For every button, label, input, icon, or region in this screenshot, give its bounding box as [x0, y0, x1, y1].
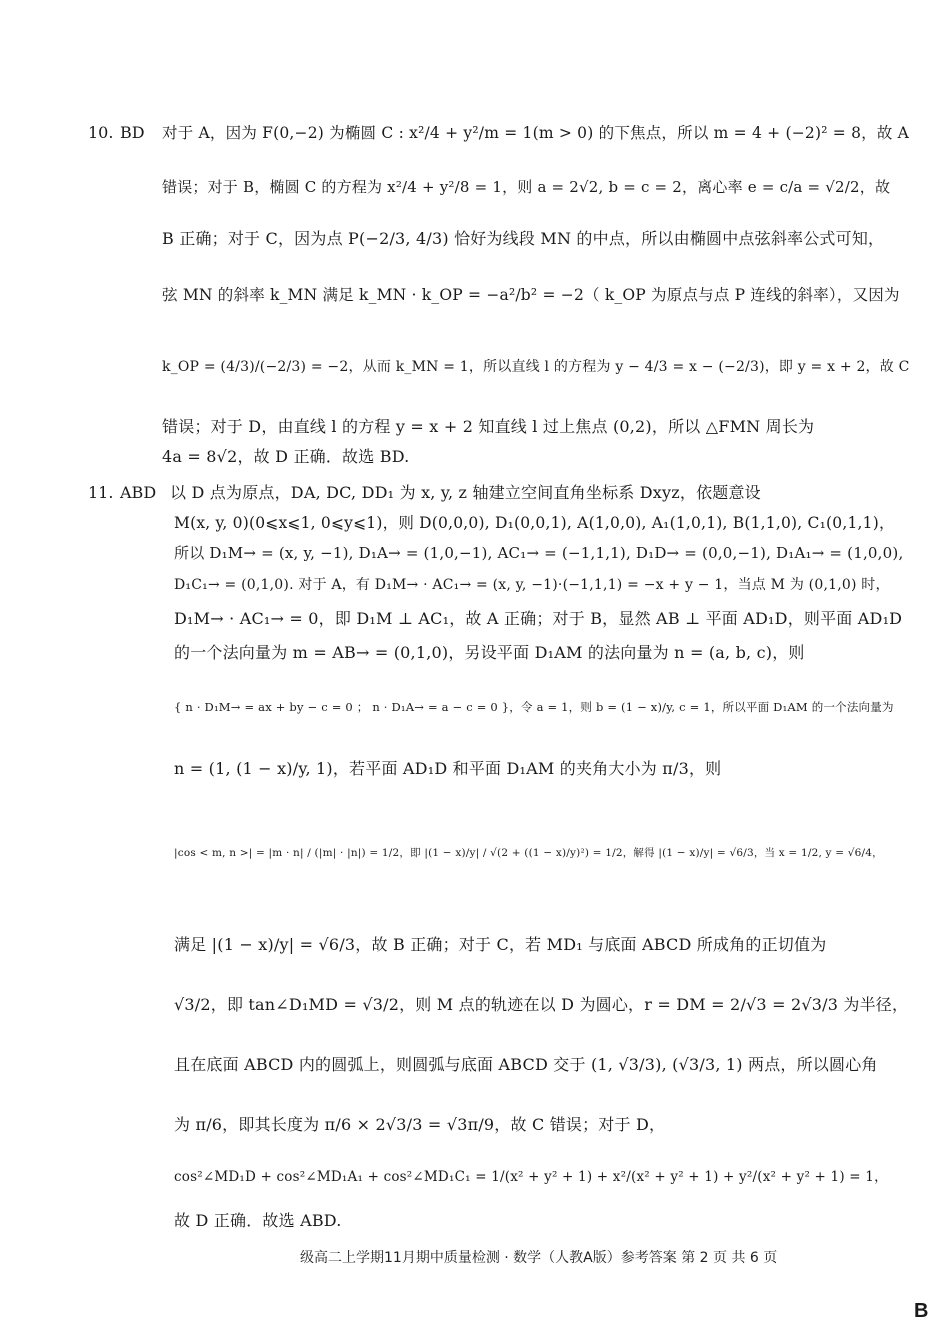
q10-line-7: 4a = 8√2，故 D 正确．故选 BD.	[162, 447, 410, 466]
q11-line-5: D₁M→ · AC₁→ = 0，即 D₁M ⊥ AC₁，故 A 正确；对于 B，显然 AB ⊥ 平面 AD₁D，则平面 AD₁D	[174, 609, 903, 628]
q11-line-1: 以 D 点为原点，DA, DC, DD₁ 为 x, y, z 轴建立空间直角坐标系 Dxyz，依题意设	[170, 483, 761, 502]
q11-line-9: |cos < m, n >| = |m · n| / (|m| · |n|) = 1/2，即 |(1 − x)/y| / √(2 + ((1 − x)/y)²) = 1/2，解得 |(1 − x)/y| = √6/3，当 x = 1/2, y = √6/4，	[174, 847, 883, 859]
q11-line-10: 满足 |(1 − x)/y| = √6/3，故 B 正确；对于 C，若 MD₁ 与底面 ABCD 所成角的正切值为	[174, 935, 827, 954]
q10-line-2: 错误；对于 B，椭圆 C 的方程为 x²/4 + y²/8 = 1，则 a = 2√2, b = c = 2，离心率 e = c/a = √2/2，故	[162, 178, 891, 196]
q11-line-7: { n · D₁M→ = ax + by − c = 0 ； n · D₁A→ = a − c = 0 }，令 a = 1，则 b = (1 − x)/y, c = 1，所以平面 D₁AM 的一个法向量为	[174, 700, 894, 714]
q11-line-14: cos²∠MD₁D + cos²∠MD₁A₁ + cos²∠MD₁C₁ = 1/(x² + y² + 1) + x²/(x² + y² + 1) + y²/(x² + y² + 1) = 1，	[174, 1169, 888, 1185]
corner-mark: B	[914, 1300, 929, 1322]
q11-number: 11.	[88, 483, 114, 502]
page-footer: 级高二上学期11月期中质量检测 · 数学（人教A版）参考答案 第 2 页 共 6 页	[300, 1250, 778, 1266]
q10-line-3: B 正确；对于 C，因为点 P(−2/3, 4/3) 恰好为线段 MN 的中点，所以由椭圆中点弦斜率公式可知，	[162, 229, 885, 248]
q10-line-1: 对于 A，因为 F(0,−2) 为椭圆 C : x²/4 + y²/m = 1(m > 0) 的下焦点，所以 m = 4 + (−2)² = 8，故 A	[162, 124, 910, 142]
q11-line-4: D₁C₁→ = (0,1,0). 对于 A，有 D₁M→ · AC₁→ = (x, y, −1)·(−1,1,1) = −x + y − 1，当点 M 为 (0,1,0) 时，	[174, 577, 890, 593]
q11-line-3: 所以 D₁M→ = (x, y, −1), D₁A→ = (1,0,−1), AC₁→ = (−1,1,1), D₁D→ = (0,0,−1), D₁A₁→ = (1,0,0),	[174, 544, 904, 562]
q10-line-4: 弦 MN 的斜率 k_MN 满足 k_MN · k_OP = −a²/b² = −2（ k_OP 为原点与点 P 连线的斜率），又因为	[162, 286, 900, 304]
q10-line-6: 错误；对于 D，由直线 l 的方程 y = x + 2 知直线 l 过上焦点 (0,2)，所以 △FMN 周长为	[162, 417, 815, 436]
q10-line-5: k_OP = (4/3)/(−2/3) = −2，从而 k_MN = 1，所以直线 l 的方程为 y − 4/3 = x − (−2/3)，即 y = x + 2，故 C	[162, 359, 910, 375]
q11-line-11: √3/2，即 tan∠D₁MD = √3/2，则 M 点的轨迹在以 D 为圆心，r = DM = 2/√3 = 2√3/3 为半径，	[174, 995, 909, 1014]
q11-answer: ABD	[120, 483, 157, 502]
q11-line-6: 的一个法向量为 m = AB→ = (0,1,0)，另设平面 D₁AM 的法向量为 n = (a, b, c)，则	[174, 643, 805, 662]
q10-answer: BD	[120, 123, 145, 142]
q11-line-12: 且在底面 ABCD 内的圆弧上，则圆弧与底面 ABCD 交于 (1, √3/3), (√3/3, 1) 两点，所以圆心角	[174, 1055, 878, 1074]
q10-number: 10.	[88, 123, 114, 142]
q11-line-13: 为 π/6，即其长度为 π/6 × 2√3/3 = √3π/9，故 C 错误；对于 D，	[174, 1115, 666, 1134]
q11-line-8: n = (1, (1 − x)/y, 1)，若平面 AD₁D 和平面 D₁AM 的夹角大小为 π/3，则	[174, 759, 722, 778]
q11-line-15: 故 D 正确．故选 ABD.	[174, 1211, 342, 1230]
q11-line-2: M(x, y, 0)(0⩽x⩽1, 0⩽y⩽1)，则 D(0,0,0), D₁(0,0,1), A(1,0,0), A₁(1,0,1), B(1,1,0), C₁(0,1,1)，	[174, 514, 895, 532]
